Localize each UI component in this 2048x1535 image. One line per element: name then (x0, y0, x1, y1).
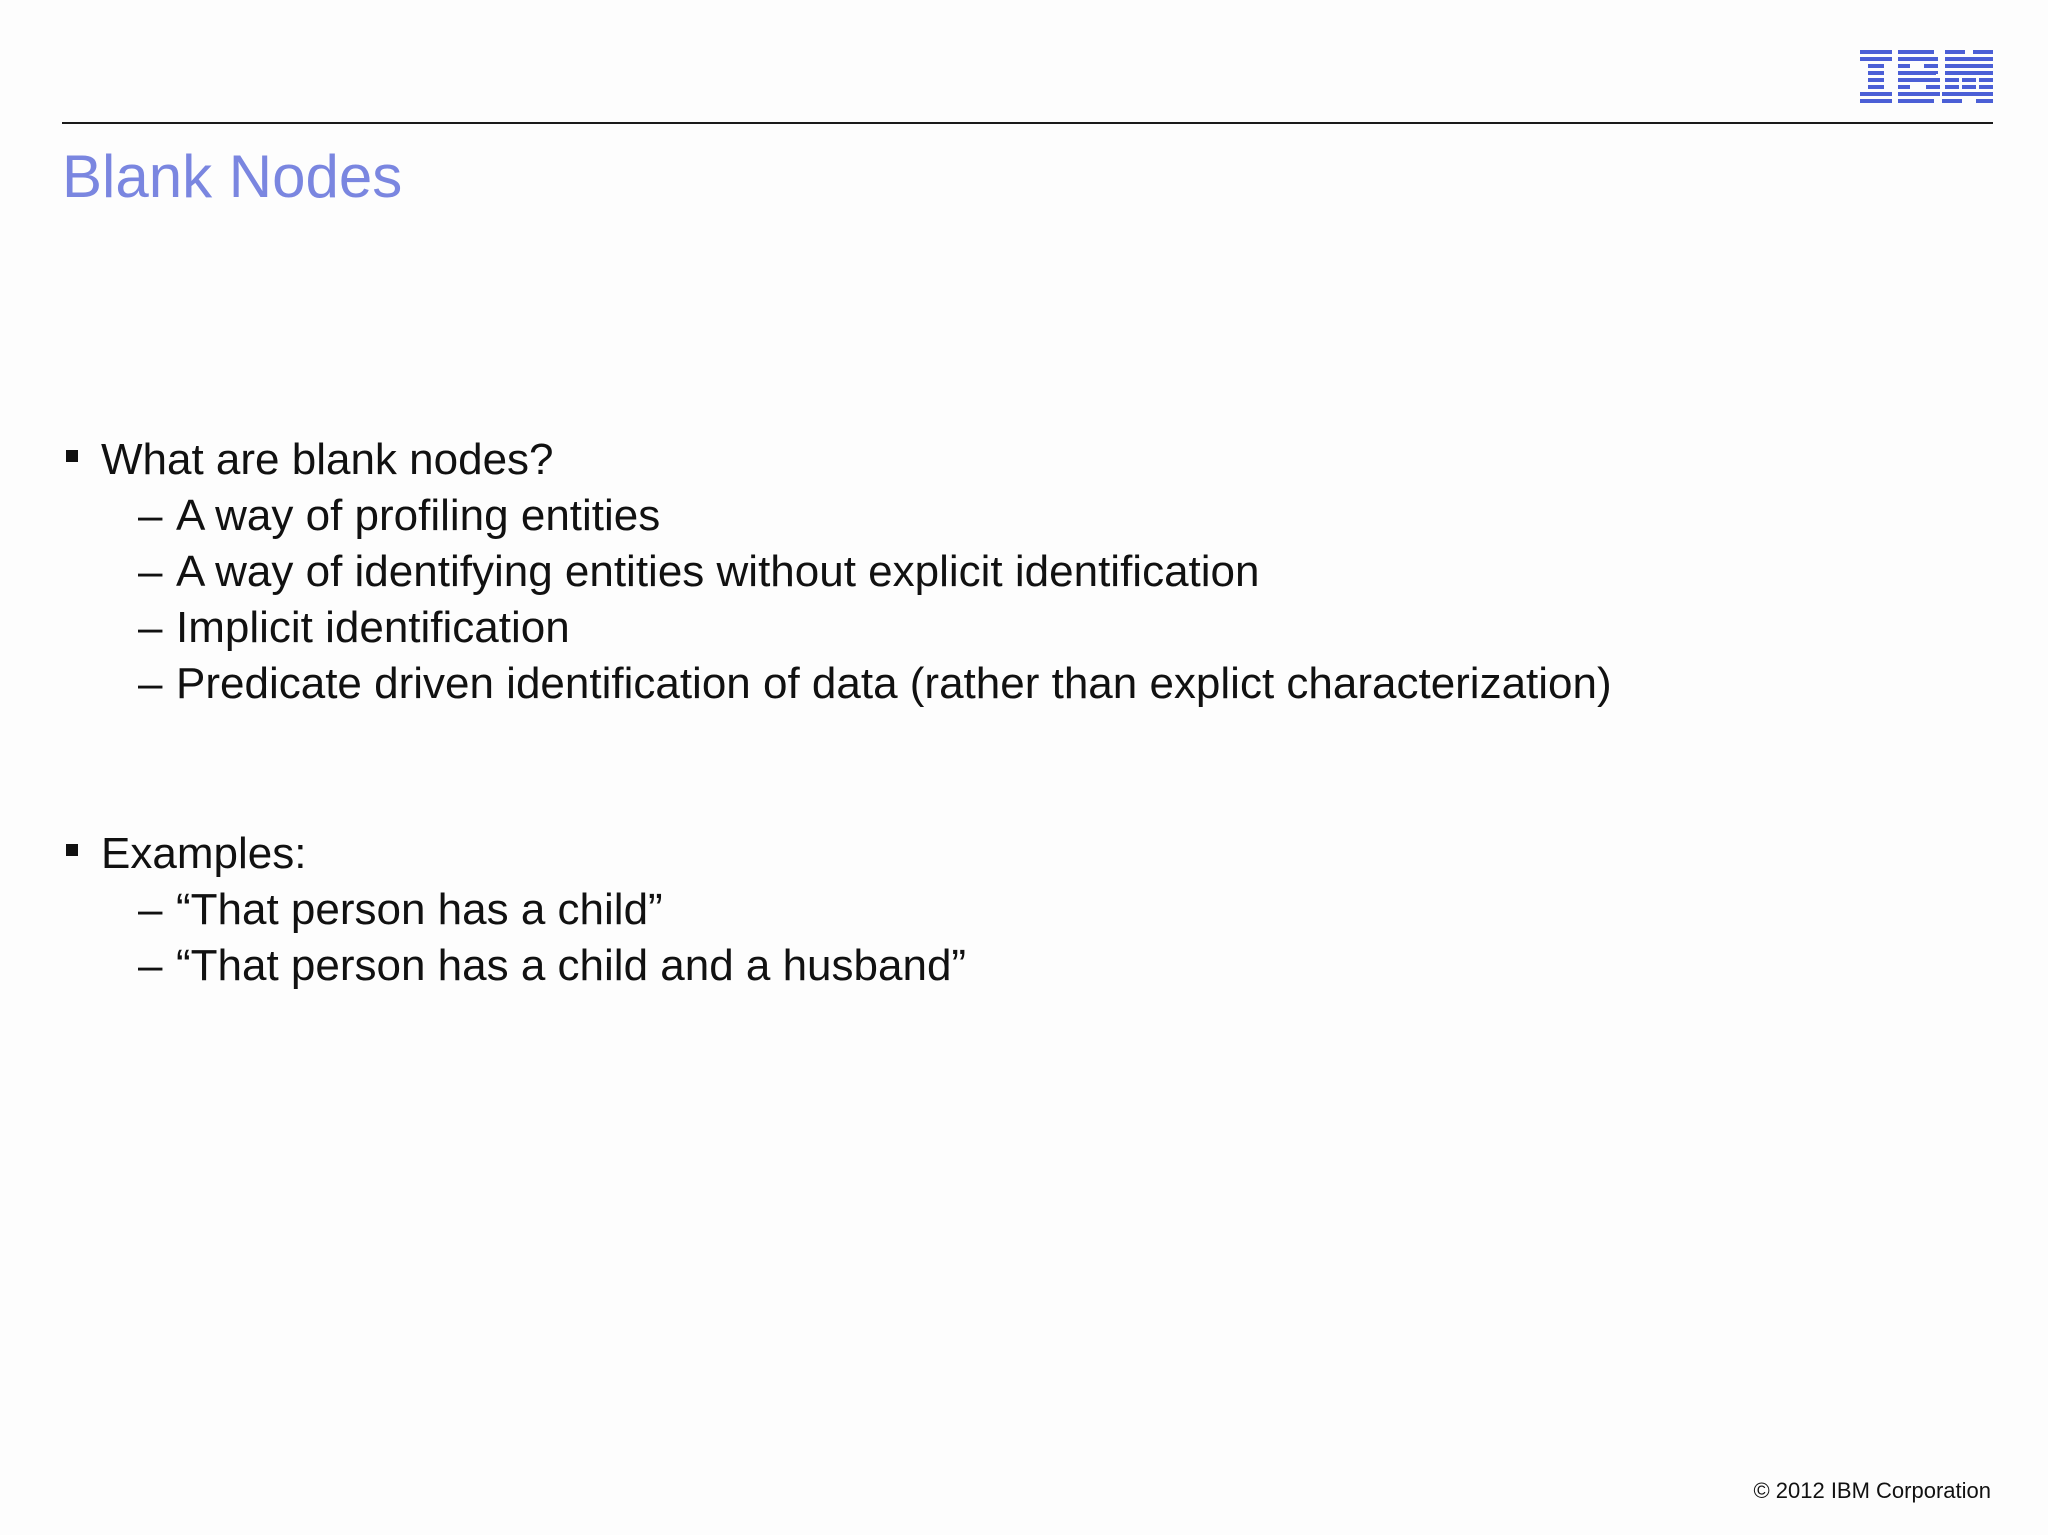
sub-bullet-text: “That person has a child” (176, 885, 663, 934)
header-rule (62, 122, 1993, 124)
sub-bullet-text: Predicate driven identification of data (rather than explict characterization) (176, 659, 1612, 708)
dash-bullet-icon: – (138, 941, 163, 990)
dash-bullet-icon: – (138, 603, 163, 652)
sub-bullet-text: “That person has a child and a husband” (176, 941, 967, 990)
sub-bullet-text: Implicit identification (176, 603, 570, 652)
dash-bullet-icon: – (138, 547, 163, 596)
bullet-text: Examples: (101, 829, 307, 878)
sub-bullet-text: A way of profiling entities (176, 491, 661, 540)
sub-bullet-item (62, 544, 1962, 600)
dash-bullet-icon: – (138, 885, 163, 934)
bullet-item (62, 826, 1962, 882)
sub-bullet-item (62, 488, 1962, 544)
sub-bullet-item (62, 656, 1962, 712)
sub-bullet-item (62, 882, 1962, 938)
bullet-section (62, 432, 1962, 712)
bullet-section (62, 826, 1962, 994)
copyright-footer: © 2012 IBM Corporation (1753, 1478, 1991, 1503)
dash-bullet-icon: – (138, 659, 163, 708)
dash-bullet-icon: – (138, 491, 163, 540)
ibm-logo (1860, 50, 1993, 106)
bullet-item (62, 432, 1962, 488)
sub-bullet-text: A way of identifying entities without explicit identification (176, 547, 1260, 596)
square-bullet-icon (66, 450, 78, 462)
sub-bullet-item (62, 600, 1962, 656)
slide-title: Blank Nodes (62, 143, 403, 210)
bullet-text: What are blank nodes? (101, 435, 554, 484)
square-bullet-icon (66, 844, 78, 856)
sub-bullet-item (62, 938, 1962, 994)
